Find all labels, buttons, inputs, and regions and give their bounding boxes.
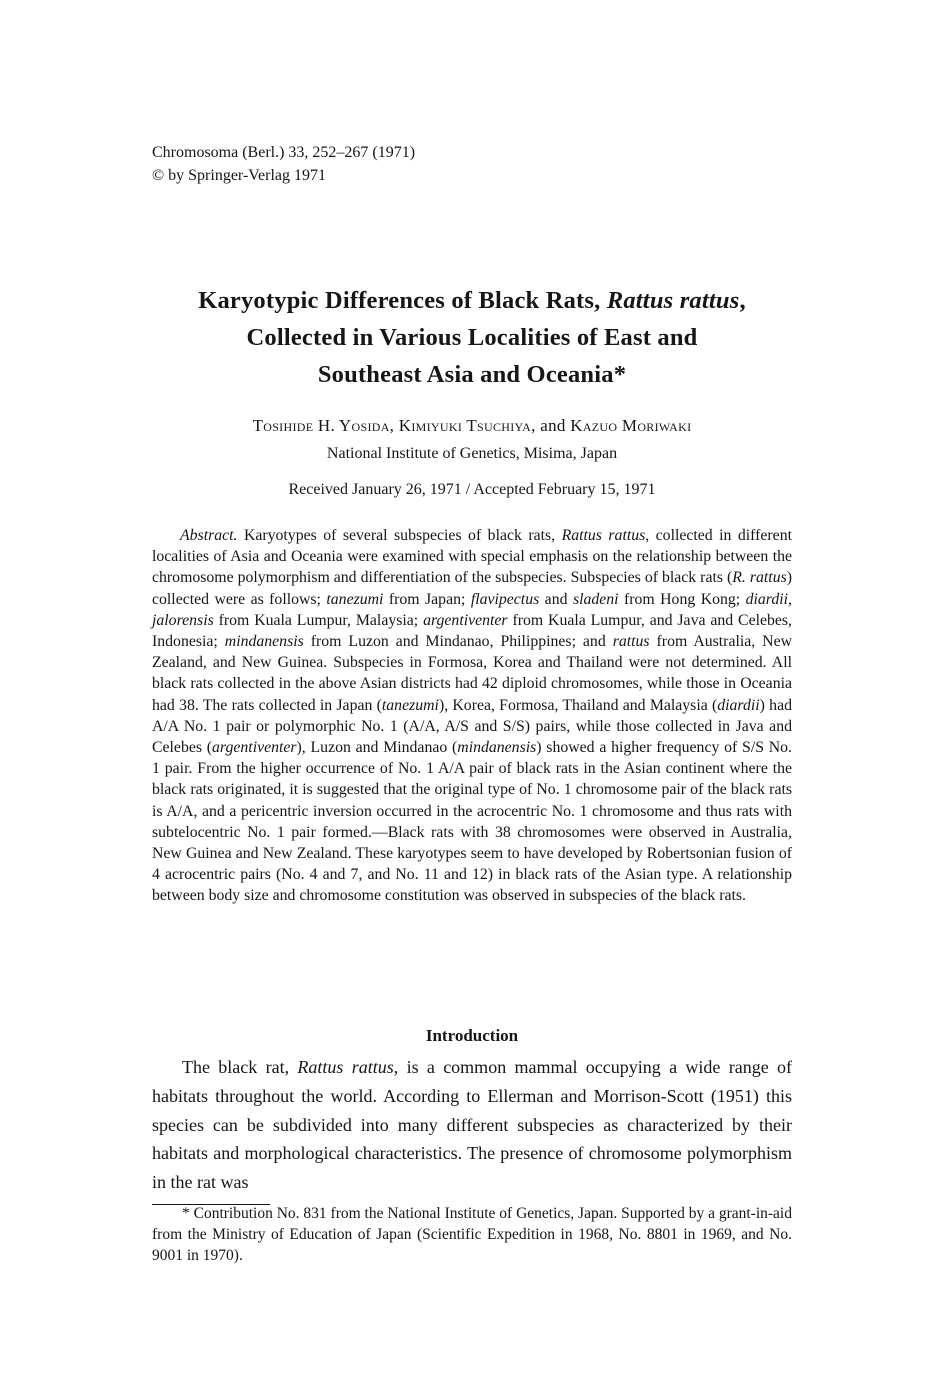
received-accepted-line: Received January 26, 1971 / Accepted February 15, 1971 — [288, 481, 656, 498]
introduction-paragraph: The black rat, Rattus rattus, is a common mammal occupying a wide range of habitats throughout the world. According to Ellerman and Morrison-Scott (1951) this species can be subdivided into many different subspecies as characterized by their habitats and morphological characteristics. The presence of chromosome polymorphism in the rat was — [152, 1057, 792, 1193]
footnote-paragraph: * Contribution No. 831 from the National Institute of Genetics, Japan. Supported by a grant-in-aid from the Ministry of Education of Japan (Scientific Expedition in 1968, No. 8801 in 1969, and No. 9001 in 1970). — [152, 1205, 792, 1264]
journal-citation: Chromosoma (Berl.) 33, 252–267 (1971) — [152, 144, 416, 161]
title-line-2: Collected in Various Localities of East and — [246, 324, 698, 351]
title-line-3: Southeast Asia and Oceania* — [317, 361, 627, 388]
author-line: Tosihide H. Yosida, Kimiyuki Tsuchiya, and Kazuo Moriwaki — [252, 416, 692, 435]
affiliation: National Institute of Genetics, Misima, Japan — [326, 445, 618, 462]
abstract-paragraph: Abstract. Karyotypes of several subspecies of black rats, Rattus rattus, collected in different localities of Asia and Oceania were examined with special emphasis on the relationship between the chromosome polymorphism and differentiation of the subspecies. Subspecies of black rats (R. rattus) collected were as follows; tanezumi from Japan; flavipectus and sladeni from Hong Kong; diardii, jalorensis from Kuala Lumpur, Malaysia; argentiventer from Kuala Lumpur, and Java and Celebes, Indonesia; mindanensis from Luzon and Mindanao, Philippines; and rattus from Australia, New Zealand, and New Guinea. Subspecies in Formosa, Korea and Thailand were not determined. All black rats collected in the above Asian districts had 42 diploid chromosomes, while those in Oceania had 38. The rats collected in Japan (tanezumi), Korea, Formosa, Thailand and Malaysia (diardii) had A/A No. 1 pair or polymorphic No. 1 (A/A, A/S and S/S) pairs, while those collected in Java and Celebes (argentiventer), Luzon and Mindanao (mindanensis) showed a higher frequency of S/S No. 1 pair. From the higher occurrence of No. 1 A/A pair of black rats in the Asian continent where the black rats originated, it is suggested that the original type of No. 1 chromosome pair of the black rats is A/A, and a pericentric inversion occurred in the acrocentric No. 1 chromosome and thus rats with subtelocentric No. 1 pair formed.—Black rats with 38 chromosomes were observed in Australia, New Guinea and New Zealand. These karyotypes seem to have developed by Robertsonian fusion of 4 acrocentric pairs (No. 4 and 7, and No. 11 and 12) in black rats of the Asian type. A relationship between body size and chromosome constitution was observed in subspecies of the black rats. — [152, 527, 793, 905]
introduction-heading: Introduction — [425, 1026, 519, 1045]
title-line-1: Karyotypic Differences of Black Rats, Rattus rattus, — [198, 287, 746, 314]
journal-copyright: © by Springer-Verlag 1971 — [152, 167, 327, 184]
journal-info — [152, 141, 792, 187]
paper-title — [152, 282, 792, 393]
